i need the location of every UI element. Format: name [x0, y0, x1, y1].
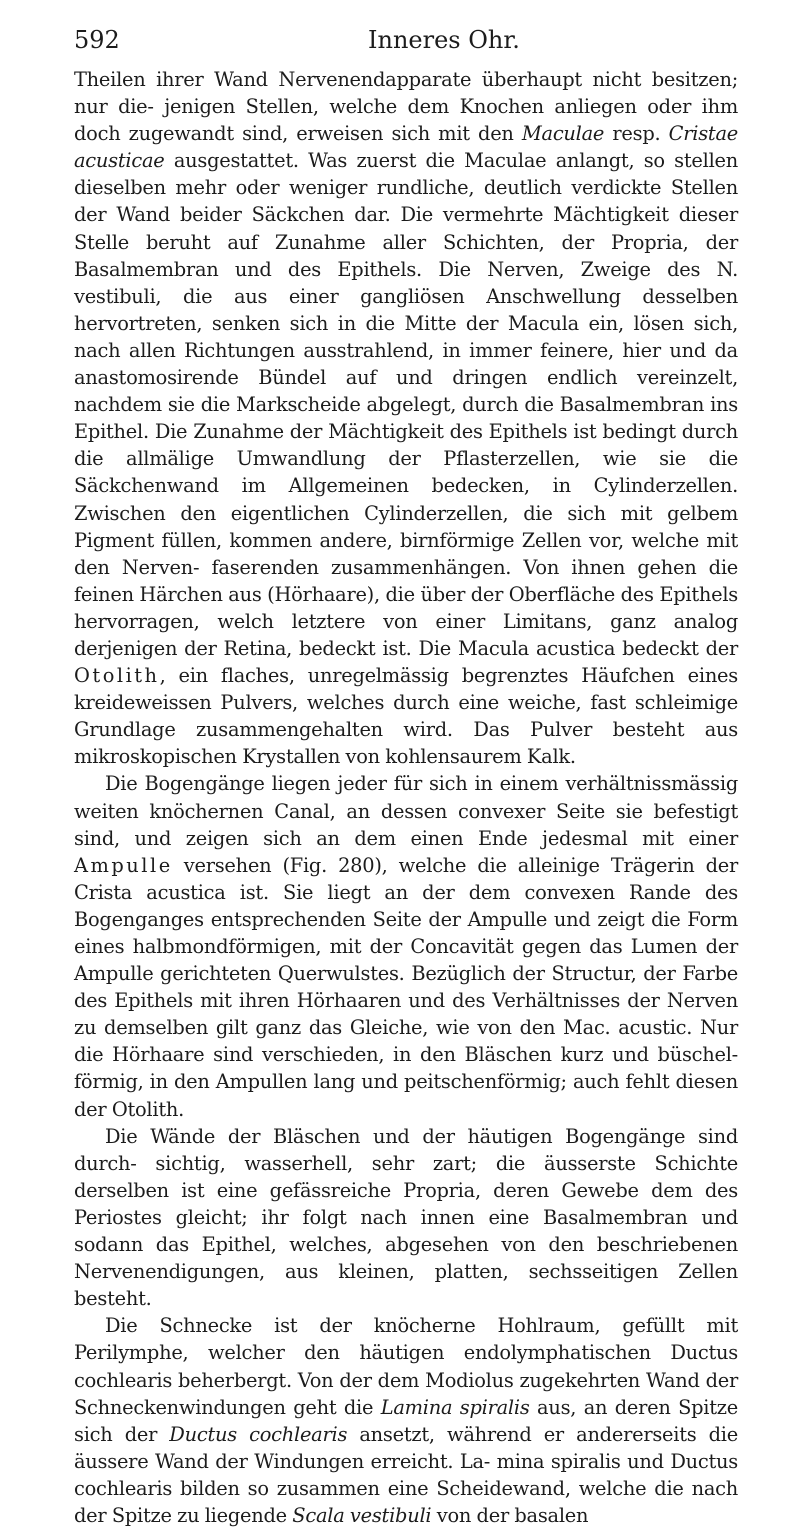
text-run: , ein flaches, unregelmässig begrenztes Häufchen eines kreideweissen Pulvers, welches durch eine weiche, fast schleimige Grundlage zusammengehalten wird. Das Pulver besteht aus mikroskopischen Krystallen von kohlensaurem Kalk.: [74, 664, 738, 769]
text-run: Die Schnecke ist der knöcherne Hohlraum, gefüllt mit Perilymphe, welcher den häutigen endolymphatischen Ductus cochlearis beherbergt. Von der dem Modiolus zugekehrten Wand der Schneckenwindungen geht die: [74, 1314, 738, 1419]
book-page: [74, 26, 738, 1529]
term-lamina-spiralis: Lamina spiralis: [380, 1395, 530, 1419]
text-run: aus, an deren Spitze sich der: [74, 1395, 738, 1446]
text-run: von der basalen: [431, 1503, 589, 1527]
term-ampulle: Ampulle: [74, 853, 173, 877]
text-run: ausgestattet. Was zuerst die Maculae anlangt, so stellen dieselben mehr oder weniger rundliche, deutlich verdickte Stellen der Wand beider Säckchen dar. Die vermehrte Mächtigkeit dieser Stelle beruht auf Zunahme aller Schichten, der Propria, der Basalmembran und des Epithels. Die Nerven, Zweige des N. vestibuli, die aus einer gangliösen Anschwellung desselben hervortreten, senken sich in die Mitte der Macula ein, lösen sich, nach allen Richtungen ausstrahlend, in immer feinere, hier und da anastomosirende Bündel auf und dringen endlich vereinzelt, nachdem sie die Markscheide abgelegt, durch die Basalmembran ins Epithel. Die Zunahme der Mächtigkeit des Epithels ist bedingt durch die allmälige Umwandlung der Pflasterzellen, wie sie die Säckchenwand im Allgemeinen bedecken, in Cylinderzellen. Zwischen den eigentlichen Cylinderzellen, die sich mit gelbem Pigment füllen, kommen andere, birnförmige Zellen vor, welche mit den Nerven- faserenden zusammenhängen. Von ihnen gehen die feinen Härchen aus (Hörhaare), die über der Oberfläche des Epithels hervorragen, welch letztere von einer Limitans, ganz analog derjenigen der Retina, bedeckt ist. Die Macula acustica bedeckt der: [74, 149, 738, 660]
paragraph-schnecke: [74, 1312, 738, 1529]
running-title: Inneres Ohr.: [368, 26, 520, 54]
body-text: [74, 66, 738, 1529]
text-run: Theilen ihrer Wand Nervenendapparate überhaupt nicht besitzen; nur die- jenigen Stellen, welche dem Knochen anliegen oder ihm doch zugewandt sind, erweisen sich mit den: [74, 68, 738, 146]
paragraph-maculae: [74, 66, 738, 770]
text-run: Die Bogengänge liegen jeder für sich in einem verhältnissmässig weiten knöchernen Canal, an dessen convexer Seite sie befestigt sind, und zeigen sich an dem einen Ende jedesmal mit einer: [74, 772, 738, 850]
term-cristae-acusticae: Cristae acusticae: [74, 122, 738, 173]
text-run: ansetzt, während er andererseits die äussere Wand der Windungen erreicht. La- mina spiralis und Ductus cochlearis bilden so zusammen eine Scheidewand, welche die nach der Spitze zu liegende: [74, 1422, 738, 1527]
text-run: versehen (Fig. 280), welche die alleinige Trägerin der Crista acustica ist. Sie liegt an der dem convexen Rande des Bogenganges entsprechenden Seite der Ampulle und zeigt die Form eines halbmondförmigen, mit der Concavität gegen das Lumen der Ampulle gerichteten Querwulstes. Bezüglich der Structur, der Farbe des Epithels mit ihren Hörhaaren und des Verhältnisses der Nerven zu demselben gilt ganz das Gleiche, wie von den Mac. acustic. Nur die Hörhaare sind verschieden, in den Bläschen kurz und büschel- förmig, in den Ampullen lang und peitschenförmig; auch fehlt diesen der Otolith.: [74, 853, 738, 1121]
term-ductus-cochlearis: Ductus cochlearis: [169, 1422, 348, 1446]
term-scala-vestibuli: Scala vestibuli: [292, 1503, 432, 1527]
term-otolith: Otolith: [74, 664, 160, 688]
text-run: Die Wände der Bläschen und der häutigen Bogengänge sind durch- sichtig, wasserhell, sehr zart; die äusserste Schichte derselben ist eine gefässreiche Propria, deren Gewebe dem des Periostes gleicht; ihr folgt nach innen eine Basalmembran und sodann das Epithel, welches, abgesehen von den beschriebenen Nervenendigungen, aus kleinen, platten, sechsseitigen Zellen besteht.: [74, 1124, 738, 1311]
text-run: resp.: [604, 122, 669, 146]
term-maculae: Maculae: [521, 122, 605, 146]
page-number: 592: [74, 26, 120, 54]
page-header: [74, 26, 738, 66]
paragraph-waende: [74, 1123, 738, 1313]
paragraph-bogengaenge: [74, 770, 738, 1122]
